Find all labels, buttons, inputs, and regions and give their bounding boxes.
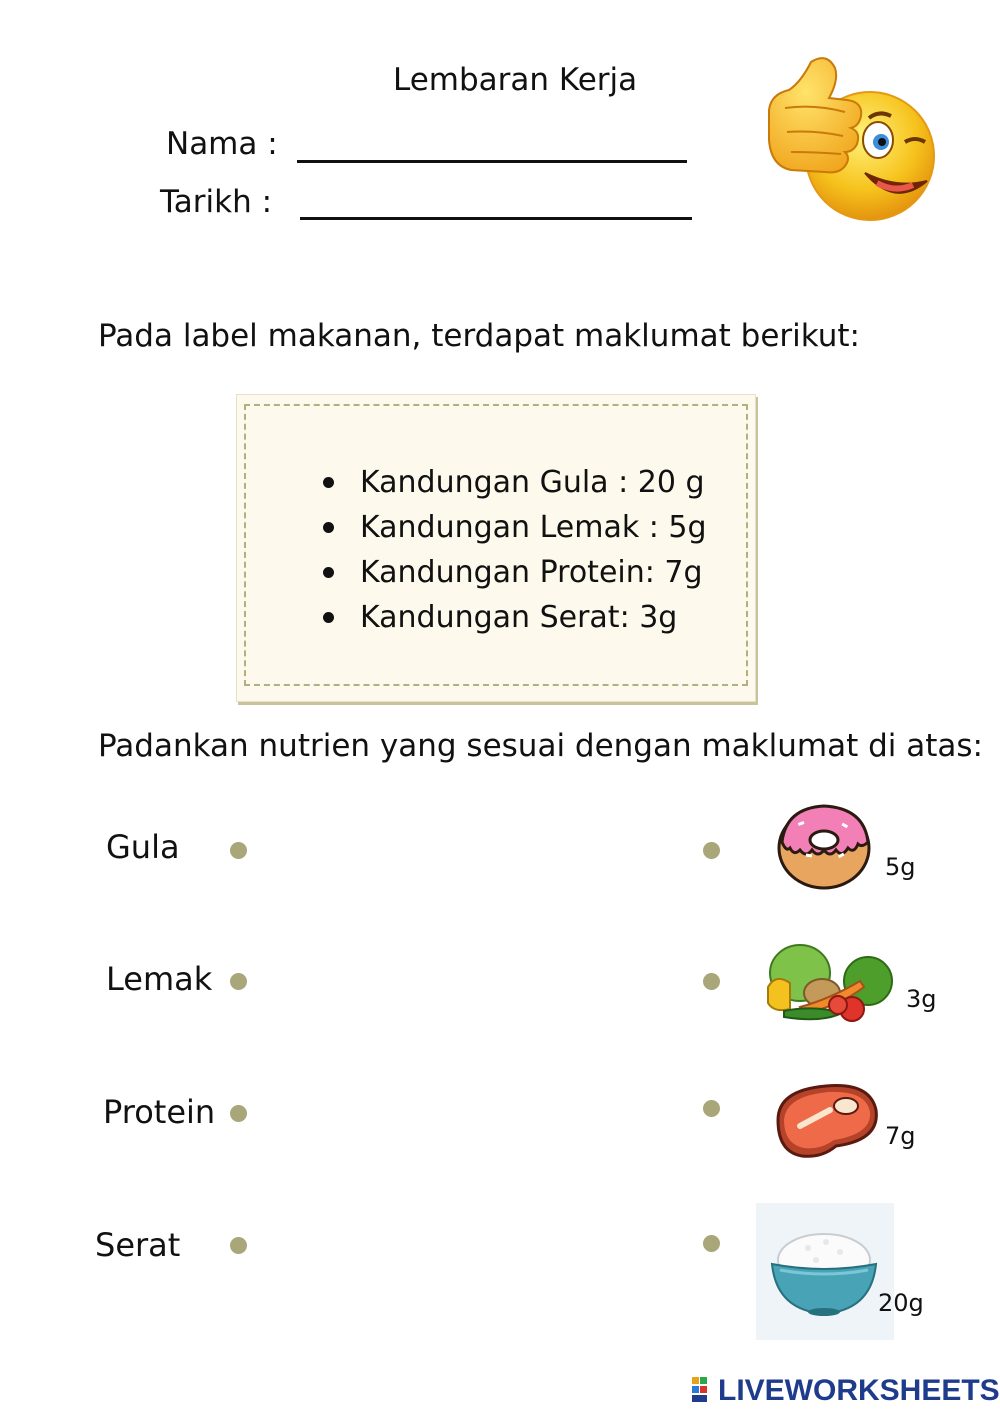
match-dot-left-gula[interactable]	[230, 842, 247, 859]
match-dot-left-serat[interactable]	[230, 1237, 247, 1254]
vegetables-icon	[760, 935, 895, 1025]
match-dot-right-1[interactable]	[703, 842, 720, 859]
match-dot-right-3[interactable]	[703, 1100, 720, 1117]
match-dot-right-4[interactable]	[703, 1235, 720, 1252]
date-field-line[interactable]	[300, 217, 692, 220]
meat-icon	[770, 1080, 880, 1160]
rice-bowl-icon	[768, 1220, 880, 1320]
donut-icon	[776, 802, 874, 890]
nutrient-label-lemak: Lemak	[106, 960, 213, 998]
label-item-serat: Kandungan Serat: 3g	[320, 595, 707, 640]
nutrient-label-protein: Protein	[103, 1093, 216, 1131]
amount-label-2: 3g	[906, 985, 937, 1013]
date-label: Tarikh :	[160, 184, 273, 220]
label-item-gula: Kandungan Gula : 20 g	[320, 460, 707, 505]
amount-label-1: 5g	[885, 853, 916, 881]
amount-label-3: 7g	[885, 1122, 916, 1150]
name-field-line[interactable]	[297, 160, 687, 163]
intro-text: Pada label makanan, terdapat maklumat berikut:	[98, 318, 860, 354]
nutrient-label-serat: Serat	[95, 1226, 181, 1264]
thumbs-up-emoji-icon	[765, 48, 940, 223]
label-item-lemak: Kandungan Lemak : 5g	[320, 505, 707, 550]
match-dot-left-protein[interactable]	[230, 1105, 247, 1122]
nutrient-label-gula: Gula	[106, 828, 180, 866]
question-text: Padankan nutrien yang sesuai dengan maklumat di atas:	[98, 728, 983, 764]
label-info-list	[320, 460, 707, 640]
page-title: Lembaran Kerja	[393, 62, 638, 98]
label-item-protein: Kandungan Protein: 7g	[320, 550, 707, 595]
amount-label-4: 20g	[878, 1289, 924, 1317]
match-dot-right-2[interactable]	[703, 973, 720, 990]
liveworksheets-brand[interactable]: LIVEWORKSHEETS	[718, 1374, 1000, 1407]
name-label: Nama :	[166, 126, 278, 162]
match-dot-left-lemak[interactable]	[230, 973, 247, 990]
liveworksheets-logo-icon	[692, 1377, 716, 1403]
